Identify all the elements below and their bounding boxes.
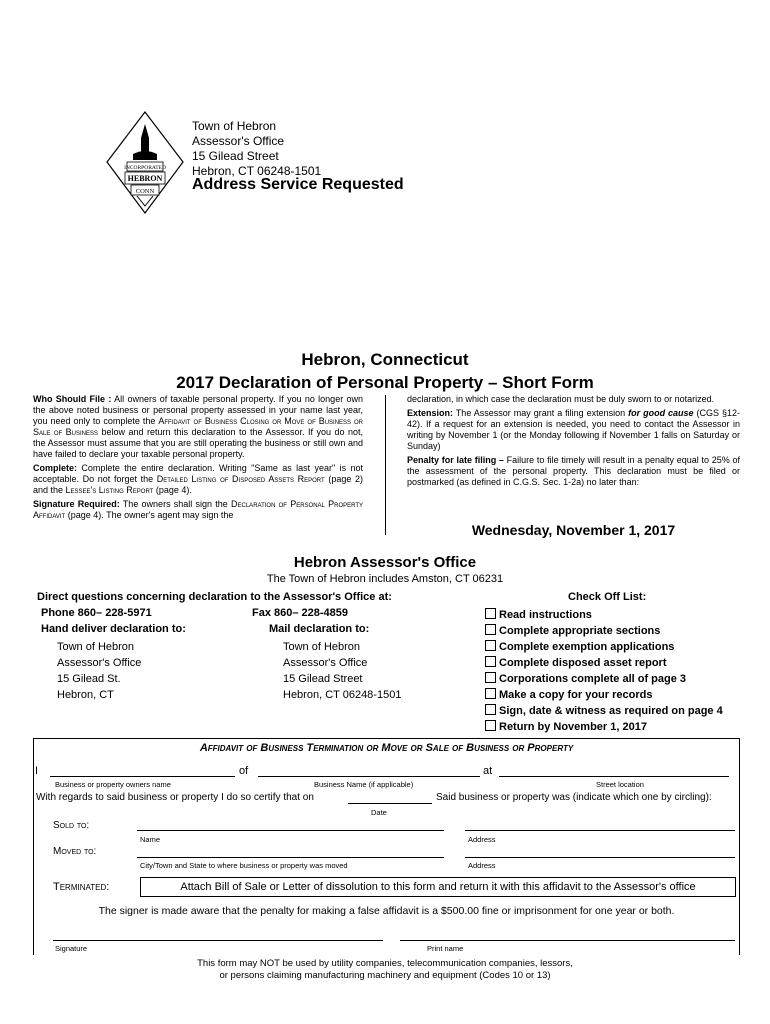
checklist-item[interactable]: Sign, date & witness as required on page 4: [485, 703, 723, 719]
checklist-item[interactable]: Make a copy for your records: [485, 687, 723, 703]
address-line: Town of Hebron: [192, 119, 277, 133]
street-location-field[interactable]: [499, 776, 729, 777]
city-caption: City/Town and State to where business or property was moved: [140, 861, 348, 870]
certify-text: With regards to said business or property I do so certify that on: [36, 792, 314, 803]
mail-address: Town of Hebron Assessor's Office 15 Gilead Street Hebron, CT 06248-1501: [283, 641, 402, 701]
address-caption-2: Address: [468, 861, 496, 870]
phone-number: Phone 860– 228-5971: [41, 607, 152, 619]
sold-to-label[interactable]: Sold to:: [53, 820, 90, 831]
checklist-item[interactable]: Corporations complete all of page 3: [485, 671, 723, 687]
footer-line-2: or persons claiming manufacturing machinery and equipment (Codes 10 or 13): [219, 970, 551, 981]
moved-city-field[interactable]: [137, 857, 444, 858]
who-should-file: Who Should File : All owners of taxable personal property. If you no longer own the above noted business or personal property assessed in your name last year, you need only to complete the Affidavit of Business Closing or Move of Business or Sale of Business below and return this declaration to the Assessor. If you do not, the Assessor must assume that you are still operating the business or still own and have failed to declare your taxable personal property.: [33, 394, 363, 459]
signature-field[interactable]: [53, 940, 383, 941]
print-name-field[interactable]: [400, 940, 735, 941]
seal-text-mid: HEBRON: [127, 174, 163, 183]
direct-questions: Direct questions concerning declaration to the Assessor's Office at:: [37, 591, 392, 603]
penalty-info: Penalty for late filing – Failure to file timely will result in a penalty equal to 25% of the assessment of the personal property. This declaration must be filed or postmarked (as defined in C.G.S. Sec. 1-2a) no later than:: [407, 455, 740, 487]
hand-deliver-label: Hand deliver declaration to:: [41, 623, 186, 635]
checkbox[interactable]: [485, 704, 496, 715]
date-field[interactable]: [348, 803, 432, 804]
business-caption: Business Name (if applicable): [314, 780, 414, 789]
checklist-title: Check Off List:: [568, 591, 647, 603]
address-caption: Address: [468, 835, 496, 844]
at-label: at: [483, 765, 493, 777]
business-name-field[interactable]: [258, 776, 480, 777]
false-affidavit-penalty: The signer is made aware that the penalty for making a false affidavit is a $500.00 fine or imprisonment for one year or both.: [98, 905, 675, 917]
sold-address-field[interactable]: [465, 830, 735, 831]
said-business-text: Said business or property was (indicate which one by circling):: [436, 792, 712, 803]
sold-name-field[interactable]: [137, 830, 444, 831]
checkbox[interactable]: [485, 608, 496, 619]
date-caption: Date: [371, 808, 387, 817]
signature-required: Signature Required: The owners shall sign the Declaration of Personal Property Affidavit (page 4). The owner's agent may sign the: [33, 499, 364, 520]
seal-text-top: INCORPORATED: [124, 165, 166, 171]
checkbox[interactable]: [485, 624, 496, 635]
hand-deliver-address: Town of Hebron Assessor's Office 15 Gilead St. Hebron, CT: [57, 641, 142, 701]
affidavit-box: [33, 738, 740, 955]
terminated-instructions: Attach Bill of Sale or Letter of dissolution to this form and return it with this affidavit to the Assessor's office: [140, 877, 736, 897]
street-caption: Street location: [596, 780, 644, 789]
office-subtitle: The Town of Hebron includes Amston, CT 06231: [266, 573, 504, 585]
mail-label: Mail declaration to:: [269, 623, 370, 635]
declaration-continued: declaration, in which case the declaration must be duly sworn to or notarized.: [407, 394, 715, 404]
print-name-caption: Print name: [427, 944, 464, 953]
instructions-right-column: [407, 394, 740, 491]
of-label: of: [239, 765, 249, 777]
checklist: [485, 607, 723, 735]
checkbox[interactable]: [485, 688, 496, 699]
checkbox[interactable]: [485, 640, 496, 651]
checkbox[interactable]: [485, 672, 496, 683]
moved-address-field[interactable]: [465, 857, 735, 858]
seal-text-bottom: CONN: [135, 188, 155, 195]
checklist-item[interactable]: Complete disposed asset report: [485, 655, 723, 671]
i-label: I: [35, 765, 39, 777]
office-title: Hebron Assessor's Office: [293, 554, 477, 571]
complete-instructions: Complete: Complete the entire declaration. Writing "Same as last year" is not acceptable. Do not forget the Detailed Listing of Disposed Assets Report (page 2) and the Lessee's Listing Report (page 4).: [33, 463, 363, 495]
owner-name-field[interactable]: [50, 776, 235, 777]
checklist-item[interactable]: Complete exemption applications: [485, 639, 723, 655]
name-caption: Name: [140, 835, 161, 844]
address-line: 15 Gilead Street: [192, 149, 279, 163]
checkbox[interactable]: [485, 720, 496, 731]
return-address: [192, 119, 321, 179]
checklist-item[interactable]: Read instructions: [485, 607, 723, 623]
checklist-item[interactable]: Complete appropriate sections: [485, 623, 723, 639]
address-service-requested: Address Service Requested: [192, 176, 404, 193]
owner-caption: Business or property owners name: [55, 780, 171, 789]
affidavit-title: Affidavit of Business Termination or Move or Sale of Business or Property: [199, 742, 574, 754]
moved-to-label[interactable]: Moved to:: [53, 846, 97, 857]
document-title: 2017 Declaration of Personal Property – Short Form: [176, 373, 594, 392]
fax-number: Fax 860– 228-4859: [252, 607, 349, 619]
checkbox[interactable]: [485, 656, 496, 667]
column-divider: [385, 395, 386, 535]
due-date: Wednesday, November 1, 2017: [471, 522, 676, 538]
address-line: Assessor's Office: [192, 134, 285, 148]
signature-caption: Signature: [55, 944, 88, 953]
extension-info: Extension: The Assessor may grant a filing extension for good cause (CGS §12-42). If a request for an extension is needed, you need to contact the Assessor in writing by November 1 (or the Monday following if November 1 falls on Saturday or Sunday): [407, 408, 740, 451]
checklist-item[interactable]: Return by November 1, 2017: [485, 719, 723, 735]
instructions-left-column: [33, 394, 363, 524]
address-line: Hebron, CT 06248-1501: [192, 164, 322, 178]
terminated-label[interactable]: Terminated:: [53, 881, 110, 893]
town-seal-logo: [105, 110, 185, 215]
document-title-location: Hebron, Connecticut: [301, 350, 469, 369]
footer-line-1: This form may NOT be used by utility companies, telecommunication companies, lessors,: [197, 958, 573, 969]
